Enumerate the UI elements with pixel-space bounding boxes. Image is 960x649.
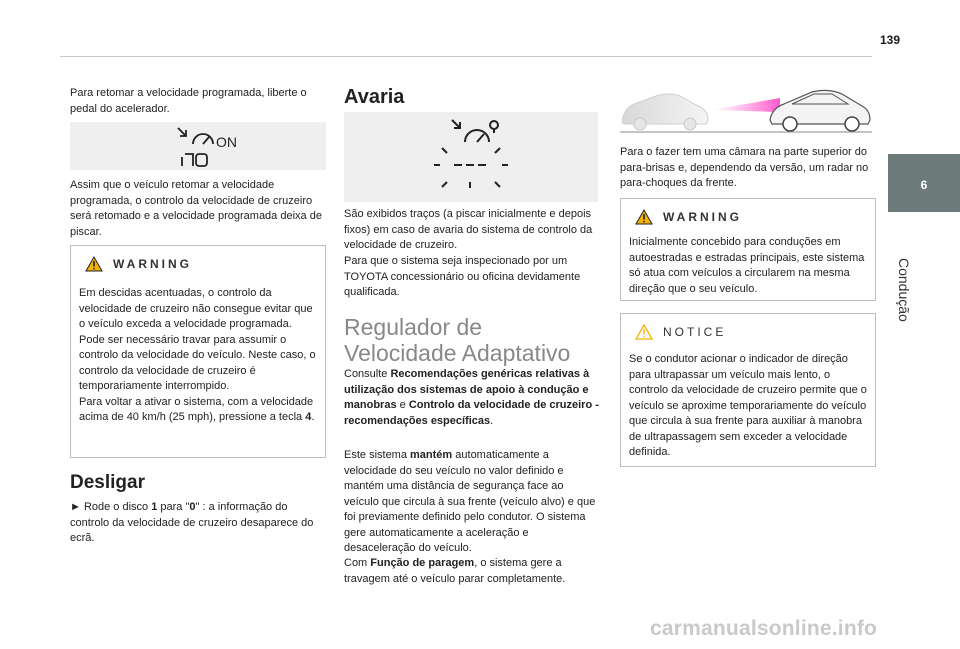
warning-triangle-icon (635, 209, 653, 225)
fault-text-1: São exibidos traços (a piscar inicialmente e depois fixos) em caso de avaria do sistema de controlo da velocidade de cruzeiro. (344, 208, 593, 251)
chapter-number: 6 (920, 178, 928, 192)
chapter-tab[interactable] (888, 154, 960, 212)
watermark[interactable]: carmanualsonline.info (650, 617, 878, 640)
fault-text-2: Para que o sistema seja inspecionado por um TOYOTA concessionário ou oficina devidamente qualificada. (344, 255, 581, 298)
car-illustration-box (620, 82, 872, 134)
warning-text: Inicialmente concebido para conduções em autoestradas e estradas principais, este sistema só atua com veículos a circularem na mesma direção que o seu veículo. (629, 236, 865, 295)
top-rule (60, 56, 872, 57)
page-number: 139 (879, 33, 900, 47)
off-text: ► Rode o disco 1 para "0" : a informação do controlo da velocidade de cruzeiro desaparece do ecrã. (70, 501, 314, 544)
car-radar-illustration (620, 82, 872, 134)
camera-text: Para o fazer tem uma câmara na parte superior do para-brisas e, dependendo da versão, um radar no para-choques da frente. (620, 146, 869, 189)
fault-heading: Avaria (344, 86, 405, 108)
svg-text:ON: ON (216, 134, 237, 150)
speedometer-fault-icon (344, 112, 598, 202)
warning-title: WARNING (113, 257, 192, 271)
resume-intro: Para retomar a velocidade programada, liberte o pedal do acelerador. (70, 87, 307, 115)
speedometer-resume-icon (70, 122, 326, 170)
warning-line-1: Em descidas acentuadas, o controlo da velocidade de cruzeiro não consegue evitar que o veículo exceda a velocidade programada. (79, 287, 313, 330)
notice-triangle-icon (635, 324, 653, 340)
acc-system: Este sistema mantém automaticamente a velocidade do seu veículo no valor definido e mantém uma distância de segurança face ao veículo que circula à sua frente (veículo alvo) e que foi previamente definido pelo condutor. O sistema gere automaticamente a aceleração e desaceleração do veículo. (344, 449, 596, 554)
warning-line-3: Para voltar a ativar o sistema, com a velocidade acima de 40 km/h (25 mph), pressione a tecla 4. (79, 395, 315, 423)
notice-text: Se o condutor acionar o indicador de direção para ultrapassar um veículo mais lento, o controlo da velocidade de cruzeiro permite que o veículo se aproxime temporariamente do veículo que circula à sua frente para auxiliar à manobra de ultrapassagem sem exceder a velocidade definida. (629, 353, 867, 458)
notice-box (620, 313, 876, 467)
acc-consult: Consulte Recomendações genéricas relativas à utilização dos sistemas de apoio à condução e manobras e Controlo da velocidade de cruzeiro - recomendações específicas. (344, 368, 599, 427)
warning-triangle-icon (85, 256, 103, 272)
warning-box-1 (70, 245, 326, 458)
fault-icon-box (344, 112, 598, 202)
notice-title: NOTICE (663, 325, 727, 339)
warning-title: WARNING (663, 210, 742, 224)
resume-icon-box (70, 122, 326, 170)
warning-box-2 (620, 198, 876, 301)
chapter-label: Condução (896, 258, 912, 322)
acc-heading: Regulador de Velocidade Adaptativo (344, 314, 571, 366)
acc-stop: Com Função de paragem, o sistema gere a travagem até o veículo parar completamente. (344, 557, 566, 585)
warning-line-2: Pode ser necessário travar para assumir o controlo da velocidade do veículo. Neste caso, o controlo da velocidade de cruzeiro é temporariamente interrompido. (79, 333, 316, 392)
resume-text: Assim que o veículo retomar a velocidade programada, o controlo da velocidade de cruzeiro será retomado e a velocidade programada deixa de piscar. (70, 179, 322, 238)
off-heading: Desligar (70, 472, 145, 493)
